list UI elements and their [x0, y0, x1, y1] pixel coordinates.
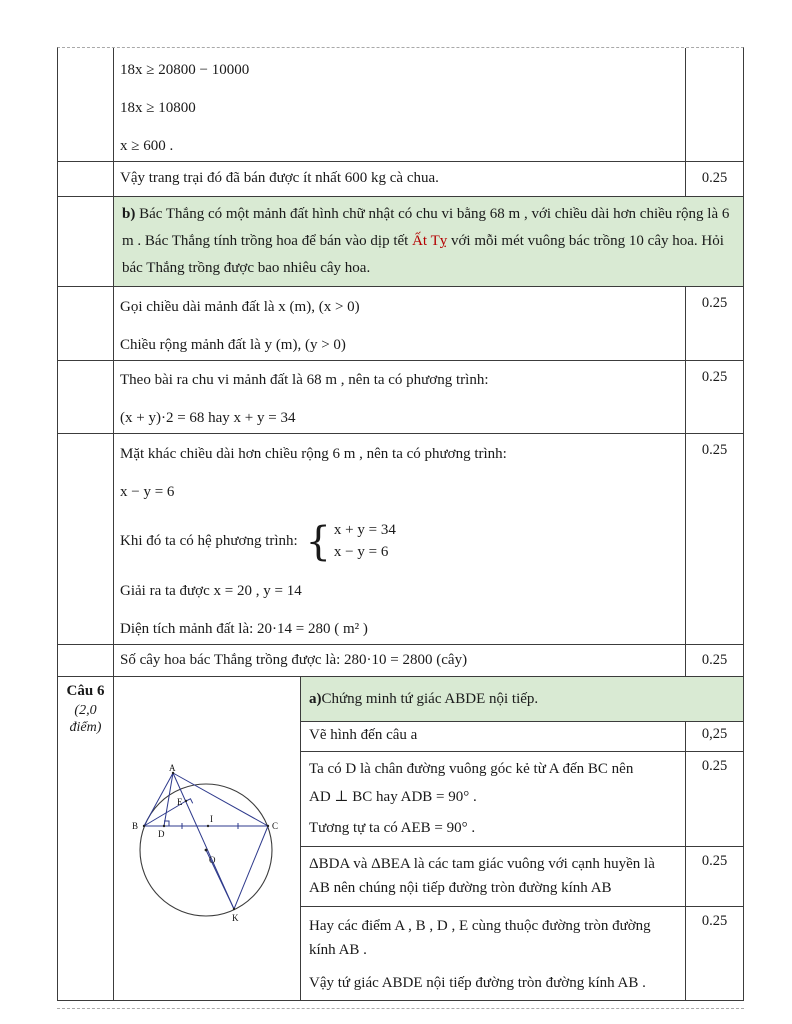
score-cell: 0,25 [685, 722, 743, 751]
equation-system [301, 520, 395, 564]
math-segment: y (m), (y > 0) [264, 337, 346, 353]
question-col-cell [58, 361, 114, 433]
math-line: Diện tích mảnh đất là: 20·14 = 280 ( m² ) [120, 620, 368, 637]
text-line: Vậy tứ giác ABDE nội tiếp đường tròn đường kính AB . [309, 975, 646, 991]
score-cell: 0.25 [685, 361, 743, 433]
row-system-solution [58, 434, 743, 645]
row-inequality-steps [58, 48, 743, 162]
cau-6-subtable [300, 677, 743, 1001]
row-conclusion-5a [58, 162, 743, 197]
label-O: O [209, 854, 216, 865]
label-I: I [210, 813, 213, 824]
math-line: AD ⊥ BC hay ADB = 90° . [309, 788, 477, 805]
subrow-right-triangles [301, 847, 743, 908]
item-a-label: a) [309, 690, 322, 707]
text-segment: Vậy trang trại đó đã bán được ít nhất [120, 170, 345, 186]
system-brace: { [305, 518, 331, 565]
row-flower-count [58, 645, 743, 677]
text-segment: Chiều rộng mảnh đất là [120, 337, 265, 353]
math-segment: 68 m [306, 372, 338, 388]
text-segment: cây hoa. Hỏi bác Thắng trồng được bao nhiêu cây hoa. [122, 233, 724, 276]
subrow-perpendicular [301, 752, 743, 847]
perimeter-equation [114, 361, 685, 433]
math-segment: x − y = 6 [333, 543, 389, 560]
system-solution [114, 434, 685, 644]
problem-statement-b [114, 197, 743, 286]
equation-system-line [120, 520, 679, 564]
text-segment: cà chua. [386, 170, 439, 186]
math-segment: 10 [628, 233, 644, 249]
text-segment: Bác Thắng có một mảnh đất hình chữ nhật có chu vi bằng [135, 206, 490, 222]
inequality-steps [114, 48, 685, 161]
question-6-label-cell [58, 677, 114, 1001]
score-cell [685, 48, 743, 161]
score-cell: 0.25 [685, 752, 743, 846]
label-B: B [132, 820, 139, 831]
math-segment: 68 m [489, 206, 521, 222]
row-problem-b [58, 197, 743, 287]
math-segment: 6 m [332, 446, 356, 462]
item-b-label: b) [122, 206, 136, 222]
figure-lines [144, 773, 268, 909]
label-A: A [169, 762, 176, 773]
cyclic-conclusion [301, 907, 685, 1000]
system-equations [334, 520, 396, 564]
text-segment: , nên ta có phương trình: [355, 446, 507, 462]
variable-definitions [114, 287, 685, 360]
text-line: Ta có D là chân đường vuông góc kẻ từ A đến BC nên [309, 760, 634, 777]
label-E: E [177, 796, 183, 807]
math-line: 18x ≥ 10800 [120, 100, 196, 116]
circle-triangle-diagram [116, 759, 298, 937]
question-col-cell [58, 197, 114, 286]
row-cau-6 [58, 677, 743, 1002]
score-cell: 0.25 [685, 847, 743, 907]
text-line [120, 444, 679, 465]
text-segment: Khi đó ta có hệ phương trình: [120, 533, 302, 550]
conclusion-text [114, 162, 685, 196]
draw-figure-text: Vẽ hình đến câu a [309, 726, 418, 743]
text-segment: Gọi chiều dài mảnh đất là [120, 299, 279, 315]
flower-count-text: Số cây hoa bác Thắng trồng được là: 280·10 = 2800 (cây) [120, 651, 468, 668]
question-col-cell [58, 162, 114, 196]
label-D: D [158, 828, 165, 839]
row-perimeter-equation [58, 361, 743, 434]
text-segment: . Bác Thắng tính trồng hoa để bán vào dịp tết [133, 233, 413, 249]
question-col-cell [58, 48, 114, 161]
right-triangles-text: ΔBDA và ΔBEA là các tam giác vuông với cạnh huyền là AB nên chúng nội tiếp đường tròn đường kính AB [309, 855, 655, 897]
subrow-a-title [301, 677, 743, 722]
score-cell: 0.25 [685, 907, 743, 1000]
tet-at-ty-text: Ất Tỵ [412, 233, 448, 249]
segment-CK [234, 826, 268, 909]
part-a-title [301, 677, 743, 721]
segment-AC [173, 773, 268, 826]
label-K: K [232, 912, 239, 923]
page-break-dashed-line [57, 1008, 744, 1009]
text-line [120, 335, 679, 356]
text-segment: với mỗi mét vuông bác trồng [447, 233, 629, 249]
math-line: (x + y)·2 = 68 hay x + y = 34 [120, 410, 296, 426]
question-col-cell [58, 434, 114, 644]
cau-6-content [114, 677, 743, 1001]
answer-key-table [57, 47, 744, 1001]
math-line: Giải ra ta được x = 20 , y = 14 [120, 582, 302, 599]
text-segment: , với chiều dài hơn chiều rộng là [520, 206, 722, 222]
question-col-cell [58, 645, 114, 676]
score-cell: 0.25 [685, 162, 743, 196]
math-line: 18x ≥ 20800 − 10000 [120, 62, 250, 78]
row-variables [58, 287, 743, 361]
score-cell: 0.25 [685, 645, 743, 676]
text-segment: Mặt khác chiều dài hơn chiều rộng [120, 446, 333, 462]
text-segment: , nên ta có phương trình: [337, 372, 489, 388]
perpendicular-proof [301, 752, 685, 846]
math-segment: x (m), (x > 0) [278, 299, 360, 315]
text-line [120, 297, 679, 318]
text-segment: Chứng minh tứ giác ABDE nội tiếp. [321, 690, 539, 707]
text-segment: Theo bài ra chu vi mảnh đất là [120, 372, 307, 388]
text-line: Hay các điểm A , B , D , E cùng thuộc đường tròn đường kính AB . [309, 918, 651, 958]
math-line: x ≥ 600 . [120, 138, 174, 154]
label-C: C [272, 820, 279, 831]
subrow-draw-figure [301, 722, 743, 752]
point-labels [132, 763, 278, 923]
math-segment: x + y = 34 [333, 522, 396, 538]
geometry-figure [114, 677, 300, 1001]
question-6-points: (2,0 điểm) [69, 702, 102, 735]
math-segment: 6 m [122, 206, 730, 249]
math-line: x − y = 6 [120, 484, 175, 500]
question-col-cell [58, 287, 114, 360]
score-cell: 0.25 [685, 434, 743, 644]
question-6-label: Câu 6 [66, 682, 105, 699]
score-cell: 0.25 [685, 287, 743, 360]
subrow-conclusion [301, 907, 743, 1000]
text-line [120, 370, 679, 391]
math-segment: 600 kg [344, 170, 386, 186]
text-line: Tương tự ta có AEB = 90° . [309, 819, 476, 836]
